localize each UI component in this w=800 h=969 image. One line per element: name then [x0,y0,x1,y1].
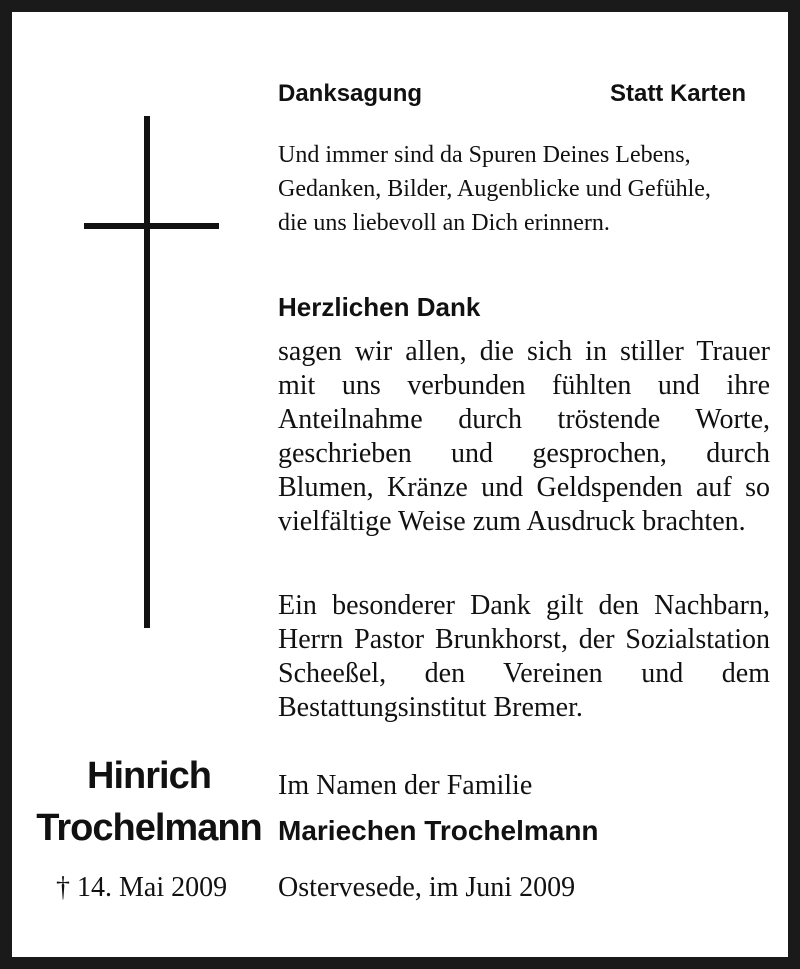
header-note: Statt Karten [609,80,746,107]
signature-intro: Im Namen der Familie [278,770,533,801]
place-date: Ostervesede, im Juni 2009 [278,872,576,903]
poem [278,138,774,240]
poem-line: die uns liebevoll an Dich erinnern. [278,210,610,236]
header-title: Danksagung [278,80,423,107]
poem-line: Und immer sind da Spuren Deines Lebens, [278,142,691,168]
thanks-heading: Herzlichen Dank [278,292,481,322]
deceased-last-name: Trochelmann [36,807,262,849]
cross-icon-vertical-beam [144,116,150,628]
deceased-first-name: Hinrich [87,755,211,797]
signature-name: Mariechen Trochelmann [278,815,599,846]
special-thanks-paragraph: Ein besonderer Dank gilt den Nachbarn, Herrn Pastor Brunkhorst, der Sozialstation Scheeßel, den Vereinen und dem Bestattungsinstitut Bremer. [278,590,770,723]
thanks-paragraph: sagen wir allen, die sich in stiller Trauer mit uns verbunden fühlten und ihre Anteilnahme durch tröstende Worte, geschrieben und gesprochen, durch Blumen, Kränze und Geldspenden auf so vielfältige Weise zum Ausdruck brachten. [278,336,770,537]
cross-icon-horizontal-beam [84,223,219,229]
poem-line: Gedanken, Bilder, Augenblicke und Gefühle, [278,176,711,202]
death-date: † 14. Mai 2009 [56,872,228,903]
